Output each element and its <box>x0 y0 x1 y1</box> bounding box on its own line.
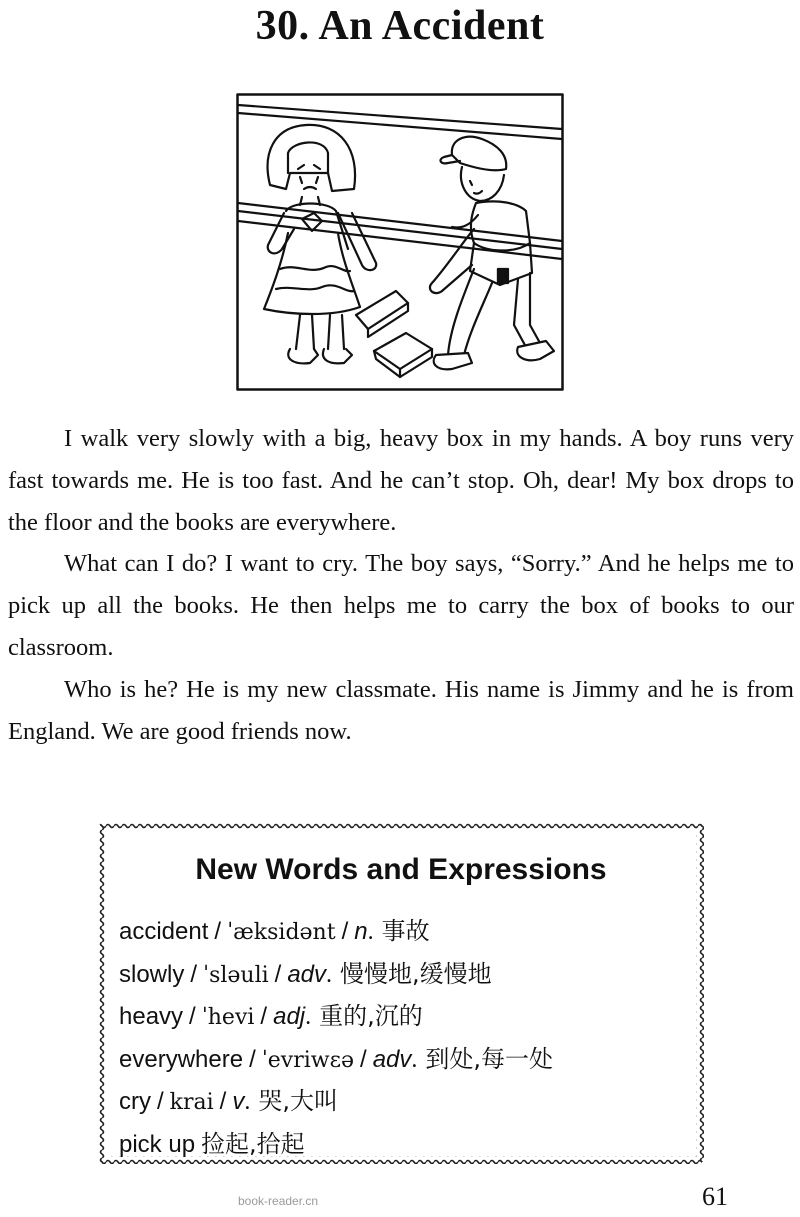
vocab-meaning: 到处,每一处 <box>425 1044 554 1073</box>
vocabulary-list <box>119 910 689 1165</box>
vocab-entry: everywhere / ˈevriwεə / adv. 到处,每一处 <box>119 1044 554 1073</box>
page-number: 61 <box>702 1182 728 1211</box>
illustration <box>236 93 564 391</box>
vocab-entry: accident / ˈæksidənt / n. 事故 <box>119 917 430 945</box>
lesson-title: 30. An Accident <box>255 3 545 49</box>
vocabulary-title: New Words and Expressions <box>195 853 607 886</box>
vocab-meaning: 事故 <box>381 917 430 945</box>
vocab-phonetic: ˈevriwεə <box>261 1047 355 1073</box>
story-text <box>8 418 794 752</box>
vocab-word: pick up <box>119 1130 196 1158</box>
vocab-phonetic: ˈæksidənt <box>227 920 336 945</box>
vocab-word: cry <box>119 1088 151 1115</box>
vocab-word: everywhere <box>119 1045 244 1073</box>
vocab-phonetic: krai <box>169 1090 214 1115</box>
story-paragraph: Who is he? He is my new classmate. His name is Jimmy and he is from England. We are good friends now. <box>8 675 794 745</box>
vocab-meaning: 捡起,拾起 <box>201 1129 305 1158</box>
vocab-phonetic: ˈhevi <box>201 1005 255 1030</box>
vocab-meaning: 哭,大叫 <box>258 1087 338 1115</box>
vocab-pos: n <box>354 918 368 945</box>
vocab-pos: v <box>232 1088 245 1115</box>
boy-bumps-into-girl-icon <box>236 93 564 391</box>
vocabulary-box <box>98 822 704 1164</box>
vocab-word: heavy <box>119 1003 184 1030</box>
vocab-word: accident <box>119 918 209 945</box>
vocab-entry: cry / krai / v. 哭,大叫 <box>119 1087 338 1115</box>
vocab-phonetic: ˈsləuli <box>203 962 269 988</box>
story-paragraph: I walk very slowly with a big, heavy box in my hands. A boy runs very fast towards me. He is too fast. And he can’t stop. Oh, dear! My box drops to the floor and the books are everywhere. <box>8 425 794 536</box>
vocab-word: slowly <box>119 960 185 988</box>
vocab-entry: heavy / ˈhevi / adj. 重的,沉的 <box>119 1002 423 1030</box>
vocab-pos: adj <box>273 1003 306 1030</box>
watermark: book-reader.cn <box>238 1194 319 1208</box>
vocab-meaning: 慢慢地,缓慢地 <box>340 959 492 988</box>
vocab-entry: slowly / ˈsləuli / adv. 慢慢地,缓慢地 <box>119 959 492 988</box>
vocab-pos: adv <box>287 960 327 988</box>
vocab-pos: adv <box>372 1045 412 1073</box>
vocab-meaning: 重的,沉的 <box>319 1002 423 1030</box>
vocab-entry <box>119 1123 689 1166</box>
story-paragraph: What can I do? I want to cry. The boy says, “Sorry.” And he helps me to pick up all the books. He then helps me to carry the box of books to our classroom. <box>8 550 794 661</box>
